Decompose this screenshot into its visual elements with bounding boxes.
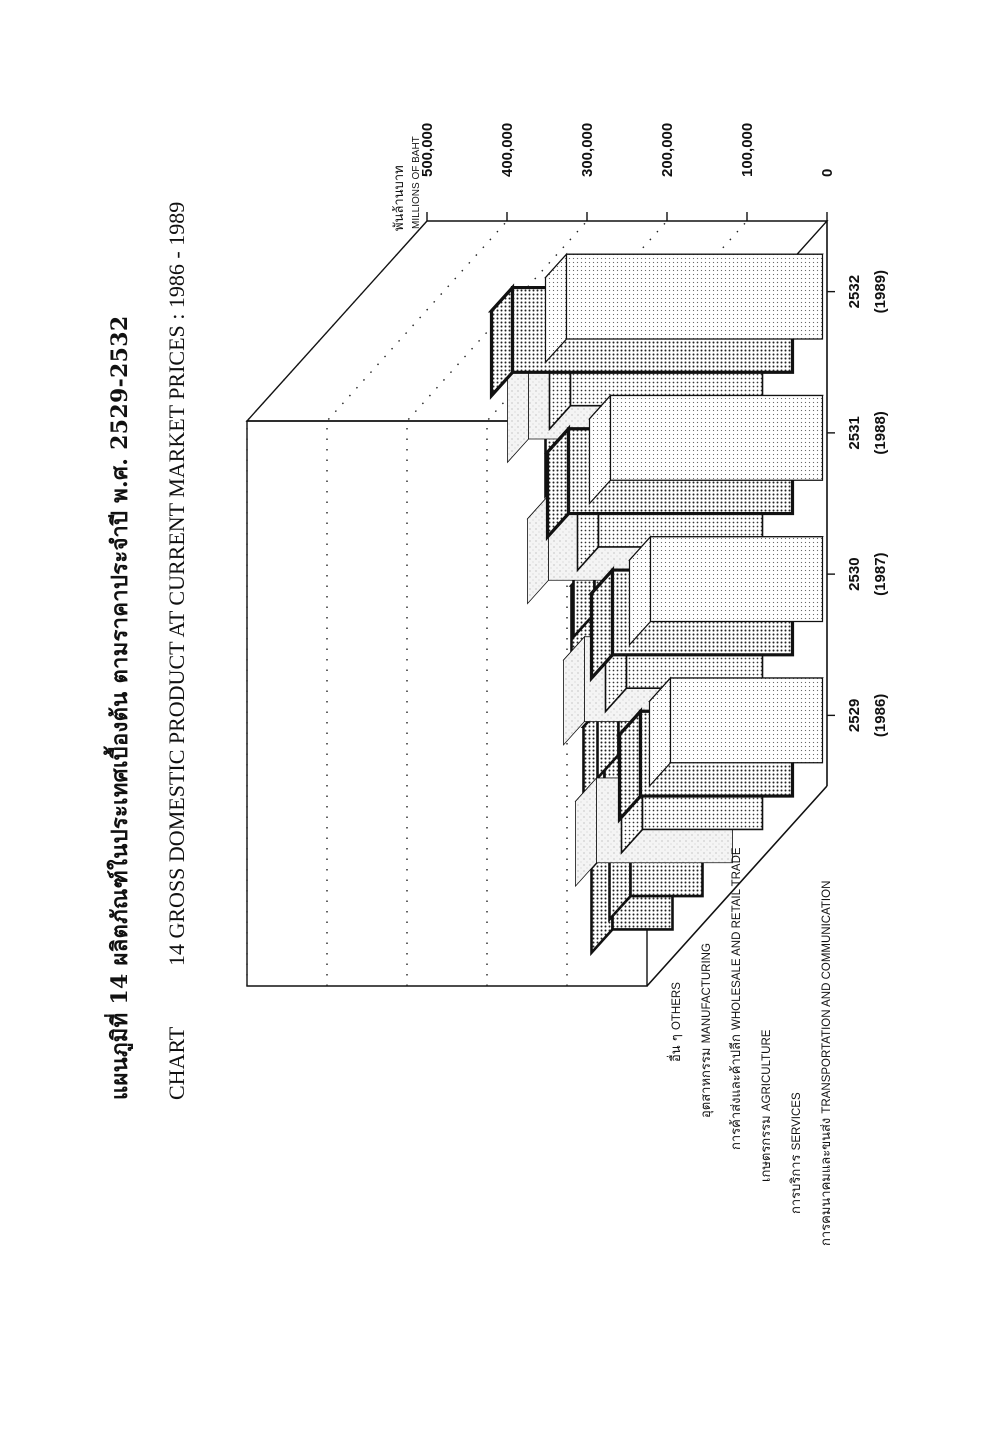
bar-front <box>671 678 823 763</box>
y-tick-label: 100,000 <box>739 122 756 177</box>
x-tick-label-ce: (1988) <box>872 411 889 455</box>
y-tick-label: 400,000 <box>499 122 516 177</box>
bar-front <box>651 537 823 622</box>
legend-entry-0: อื่น ๆ OTHERS <box>669 982 684 1062</box>
x-tick-label-year: 2532 <box>846 274 863 309</box>
y-tick-label: 500,000 <box>419 122 436 177</box>
y-tick-label: 200,000 <box>659 122 676 177</box>
legend-entry-5: การคมนาคมและขนส่ง TRANSPORTATION AND COMMUNICATION <box>819 880 834 1246</box>
x-tick-label-year: 2531 <box>846 416 863 450</box>
chart-label: CHART <box>164 1026 189 1100</box>
x-axis-labels <box>827 270 889 737</box>
x-tick-label-ce: (1989) <box>872 269 889 314</box>
x-tick-label-ce: (1986) <box>872 693 889 738</box>
x-tick-label-year: 2529 <box>846 698 863 733</box>
x-tick-label-ce: (1987) <box>872 552 889 596</box>
y-axis-labels <box>392 123 836 231</box>
y-unit-english: MILLIONS OF BAHT <box>411 136 422 229</box>
y-tick-label: 300,000 <box>579 122 596 177</box>
bar-front <box>567 254 823 339</box>
chart-title-english: 14 GROSS DOMESTIC PRODUCT AT CURRENT MARKET PRICES : 1986 - 1989 <box>164 201 189 966</box>
legend-entry-1: อุตสาหกรรม MANUFACTURING <box>699 943 714 1118</box>
chart-legend <box>667 847 834 1246</box>
legend-entry-3: เกษตรกรรม AGRICULTURE <box>759 1029 774 1182</box>
legend-entry-2: การค้าส่งและค้าปลีก WHOLESALE AND RETAIL TRADE <box>729 847 744 1150</box>
x-tick-label-year: 2530 <box>846 557 863 591</box>
legend-entry-4: การบริการ SERVICES <box>789 1092 804 1214</box>
y-tick-label: 0 <box>819 168 836 177</box>
y-unit-thai: พันล้านบาท <box>392 165 407 231</box>
chart-title-thai: แผนภูมิที่ 14 ผลิตภัณฑ์ในประเทศเบื้องต้น ตามราคาประจำปี พ.ศ. 2529-2532 <box>107 315 133 1100</box>
bar-front <box>611 396 823 481</box>
